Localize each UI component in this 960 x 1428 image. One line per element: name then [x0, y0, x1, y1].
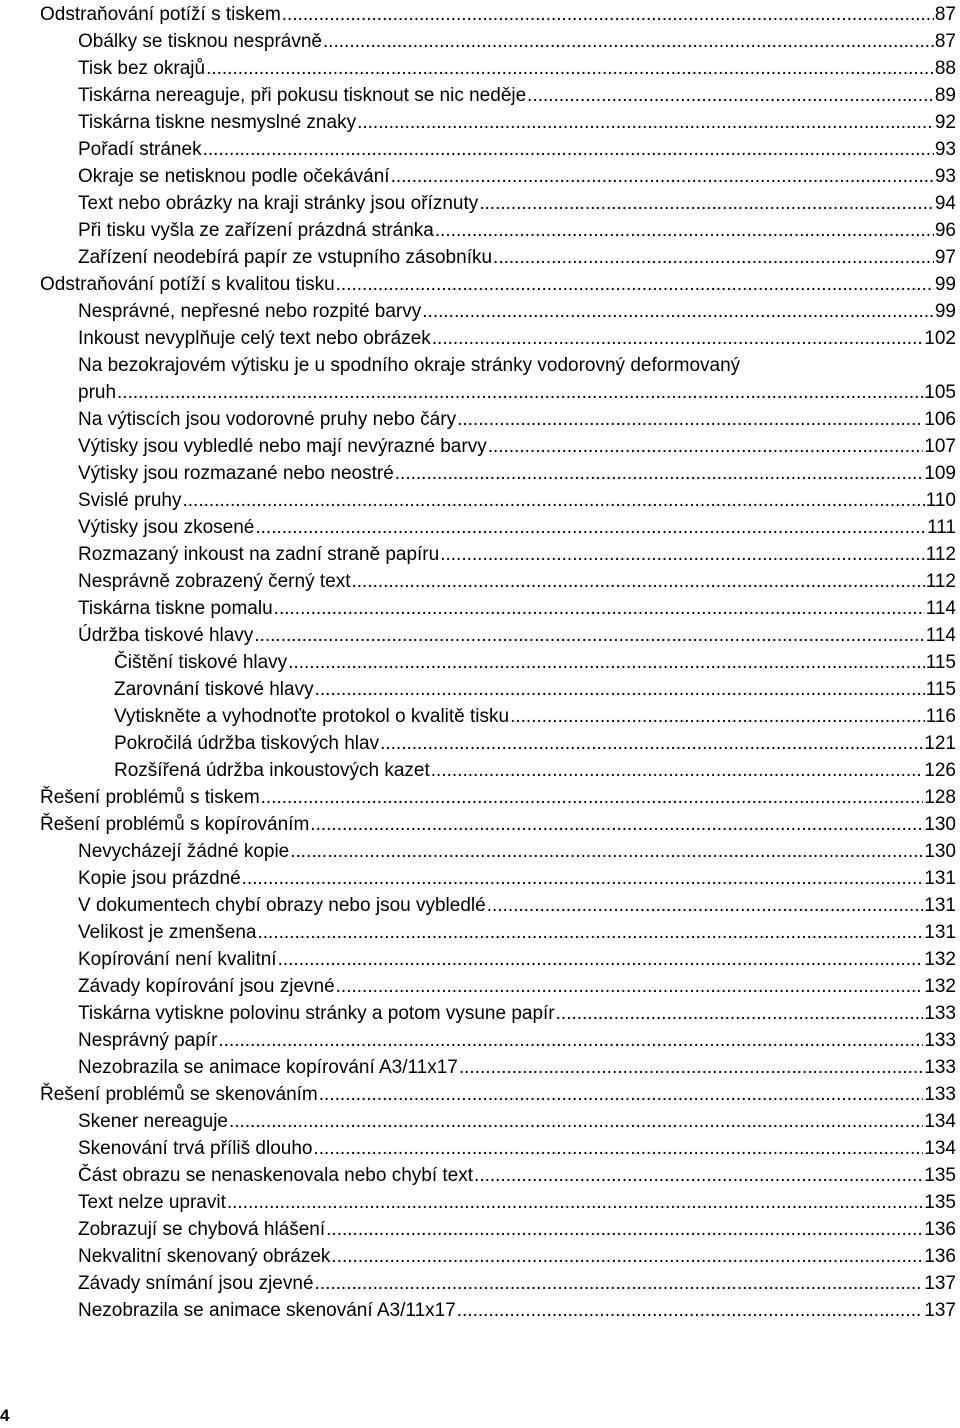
toc-leader-dots — [313, 1135, 923, 1162]
toc-entry[interactable] — [40, 55, 956, 82]
toc-entry-page: 133 — [924, 1084, 956, 1105]
toc-entry-page: 137 — [924, 1273, 956, 1294]
toc-entry-title: Řešení problémů s tiskem — [40, 787, 260, 808]
toc-entry-page: 107 — [924, 436, 956, 457]
toc-entry-title: Část obrazu se nenaskenovala nebo chybí text — [78, 1165, 474, 1186]
toc-entry-page: 128 — [924, 787, 956, 808]
toc-entry-title: Závady kopírování jsou zjevné — [78, 976, 335, 997]
toc-leader-dots — [290, 838, 923, 865]
toc-entry-title: Pokročilá údržba tiskových hlav — [114, 733, 380, 754]
toc-entry[interactable] — [40, 1189, 956, 1216]
toc-entry[interactable] — [40, 217, 956, 244]
toc-entry-page: 99 — [934, 274, 956, 295]
toc-entry-page: 135 — [924, 1165, 956, 1186]
toc-entry[interactable] — [40, 1108, 956, 1135]
toc-entry[interactable] — [40, 811, 956, 838]
toc-leader-dots — [319, 1081, 924, 1108]
toc-entry-page: 99 — [934, 301, 956, 322]
toc-entry[interactable] — [40, 946, 956, 973]
toc-entry-title: Kopie jsou prázdné — [78, 868, 241, 889]
toc-leader-dots — [493, 244, 934, 271]
toc-entry-page: 110 — [925, 490, 956, 511]
toc-leader-dots — [488, 433, 924, 460]
toc-entry-title: Řešení problémů s kopírováním — [40, 814, 310, 835]
toc-leader-dots — [315, 676, 925, 703]
toc-leader-dots — [487, 892, 924, 919]
toc-leader-dots — [278, 946, 924, 973]
toc-leader-dots — [203, 136, 934, 163]
toc-entry-page: 131 — [924, 895, 956, 916]
toc-entry-title: Text nelze upravit — [78, 1192, 226, 1213]
toc-entry-page: 134 — [924, 1138, 956, 1159]
toc-entry[interactable] — [40, 1000, 956, 1027]
toc-leader-dots — [351, 568, 924, 595]
toc-entry-page: 130 — [924, 841, 956, 862]
toc-leader-dots — [391, 163, 934, 190]
toc-entry[interactable] — [40, 1297, 956, 1324]
toc-leader-dots — [227, 1189, 923, 1216]
toc-leader-dots — [440, 541, 924, 568]
toc-entry-title: Nezobrazila se animace kopírování A3/11x17 — [78, 1057, 458, 1078]
toc-entry[interactable] — [40, 298, 956, 325]
toc-entry-page: 97 — [934, 247, 956, 268]
toc-leader-dots — [326, 1216, 923, 1243]
toc-entry-page: 87 — [934, 31, 956, 52]
toc-leader-dots — [261, 784, 924, 811]
toc-leader-dots — [457, 1297, 924, 1324]
toc-entry-page: 89 — [934, 85, 956, 106]
toc-entry-page: 137 — [924, 1300, 956, 1321]
toc-leader-dots — [117, 379, 923, 406]
toc-leader-dots — [242, 865, 924, 892]
toc-entry-page: 112 — [925, 571, 956, 592]
toc-entry[interactable] — [40, 919, 956, 946]
toc-leader-dots — [315, 1270, 924, 1297]
toc-entry-page: 131 — [924, 868, 956, 889]
toc-entry-page: 92 — [934, 112, 956, 133]
toc-entry[interactable] — [40, 1, 956, 28]
toc-entry-title: Tisk bez okrajů — [78, 58, 206, 79]
table-of-contents — [40, 1, 956, 1324]
toc-entry-title: Zařízení neodebírá papír ze vstupního zásobníku — [78, 247, 493, 268]
toc-entry[interactable] — [40, 244, 956, 271]
toc-entry-page: 133 — [924, 1057, 956, 1078]
toc-leader-dots — [282, 1, 934, 28]
toc-entry-title: Výtisky jsou vybledlé nebo mají nevýrazné barvy — [78, 436, 487, 457]
toc-entry-page: 93 — [934, 139, 956, 160]
toc-leader-dots — [479, 190, 934, 217]
toc-entry-title: Obálky se tisknou nesprávně — [78, 31, 322, 52]
toc-entry[interactable] — [40, 136, 956, 163]
toc-entry-title: Čištění tiskové hlavy — [114, 652, 288, 673]
toc-leader-dots — [254, 622, 924, 649]
toc-entry[interactable] — [40, 352, 956, 406]
toc-leader-dots — [459, 1054, 923, 1081]
toc-entry[interactable] — [40, 514, 956, 541]
toc-entry-title: Zobrazují se chybová hlášení — [78, 1219, 326, 1240]
toc-entry[interactable] — [40, 649, 956, 676]
toc-entry-title: Výtisky jsou zkosené — [78, 517, 255, 538]
toc-entry-title: Vytiskněte a vyhodnoťte protokol o kvalitě tisku — [114, 706, 510, 727]
toc-leader-dots — [527, 82, 934, 109]
toc-entry-page: 112 — [925, 544, 956, 565]
toc-entry-title: Pořadí stránek — [78, 139, 202, 160]
toc-entry-page: 109 — [924, 463, 956, 484]
toc-entry[interactable] — [40, 892, 956, 919]
toc-leader-dots — [218, 1027, 923, 1054]
toc-entry-title: Odstraňování potíží s tiskem — [40, 4, 281, 25]
toc-entry-title: Údržba tiskové hlavy — [78, 625, 254, 646]
toc-leader-dots — [255, 514, 926, 541]
toc-entry-title: Inkoust nevyplňuje celý text nebo obrázek — [78, 328, 431, 349]
toc-leader-dots — [435, 217, 934, 244]
toc-entry[interactable] — [40, 190, 956, 217]
toc-entry-page: 115 — [925, 652, 956, 673]
toc-entry[interactable] — [40, 460, 956, 487]
toc-entry-title: Kopírování není kvalitní — [78, 949, 277, 970]
toc-leader-dots — [183, 487, 925, 514]
toc-leader-dots — [395, 460, 924, 487]
toc-leader-dots — [331, 1243, 923, 1270]
toc-entry-title: Nezobrazila se animace skenování A3/11x17 — [78, 1300, 456, 1321]
toc-entry-page: 102 — [924, 328, 956, 349]
toc-entry-title: Skenování trvá příliš dlouho — [78, 1138, 313, 1159]
toc-leader-dots — [258, 919, 924, 946]
toc-entry[interactable] — [40, 1243, 956, 1270]
toc-entry-page: 87 — [934, 4, 956, 25]
toc-entry-page: 131 — [924, 922, 956, 943]
toc-leader-dots — [432, 325, 924, 352]
toc-entry[interactable] — [40, 676, 956, 703]
toc-entry[interactable] — [40, 406, 956, 433]
toc-leader-dots — [336, 271, 934, 298]
toc-entry-page: 106 — [924, 409, 956, 430]
toc-entry-page: 116 — [925, 706, 956, 727]
toc-entry[interactable] — [40, 1027, 956, 1054]
toc-entry-title: Nesprávné, nepřesné nebo rozpité barvy — [78, 301, 422, 322]
toc-entry-title: Skener nereaguje — [78, 1111, 228, 1132]
toc-leader-dots — [274, 595, 925, 622]
toc-entry-title: Odstraňování potíží s kvalitou tisku — [40, 274, 335, 295]
toc-entry[interactable] — [40, 568, 956, 595]
toc-entry-title: Tiskárna vytiskne polovinu stránky a potom vysune papír — [78, 1003, 555, 1024]
toc-entry-page: 136 — [924, 1246, 956, 1267]
toc-entry-page: 132 — [924, 976, 956, 997]
toc-entry[interactable] — [40, 838, 956, 865]
toc-entry[interactable] — [40, 82, 956, 109]
toc-entry-page: 114 — [925, 625, 956, 646]
toc-leader-dots — [357, 109, 934, 136]
toc-entry-title: Nekvalitní skenovaný obrázek — [78, 1246, 331, 1267]
toc-entry-title: Při tisku vyšla ze zařízení prázdná stránka — [78, 220, 434, 241]
toc-entry-page: 96 — [934, 220, 956, 241]
toc-entry[interactable] — [40, 325, 956, 352]
toc-entry-page: 135 — [924, 1192, 956, 1213]
toc-entry-title: Nesprávný papír — [78, 1030, 218, 1051]
toc-entry-title: Tiskárna tiskne nesmyslné znaky — [78, 112, 357, 133]
toc-entry-title: Nesprávně zobrazený černý text — [78, 571, 351, 592]
toc-entry[interactable] — [40, 1054, 956, 1081]
toc-entry[interactable] — [40, 595, 956, 622]
toc-entry-page: 133 — [924, 1030, 956, 1051]
toc-entry-title: pruh — [78, 382, 117, 403]
toc-entry-title: Výtisky jsou rozmazané nebo neostré — [78, 463, 394, 484]
toc-entry[interactable] — [40, 730, 956, 757]
toc-entry[interactable] — [40, 1270, 956, 1297]
toc-entry-page: 132 — [924, 949, 956, 970]
toc-entry-page: 130 — [924, 814, 956, 835]
toc-leader-dots — [510, 703, 925, 730]
toc-entry-title: Tiskárna tiskne pomalu — [78, 598, 273, 619]
toc-entry[interactable] — [40, 487, 956, 514]
toc-entry-page: 126 — [924, 760, 956, 781]
toc-entry[interactable] — [40, 109, 956, 136]
toc-entry-title: Okraje se netisknou podle očekávání — [78, 166, 390, 187]
toc-entry[interactable] — [40, 163, 956, 190]
toc-entry-page: 88 — [934, 58, 956, 79]
toc-entry[interactable] — [40, 541, 956, 568]
toc-entry-title: Text nebo obrázky na kraji stránky jsou oříznuty — [78, 193, 479, 214]
toc-entry-page: 93 — [934, 166, 956, 187]
toc-entry-page: 115 — [925, 679, 956, 700]
toc-entry[interactable] — [40, 271, 956, 298]
toc-entry[interactable] — [40, 1216, 956, 1243]
toc-entry-title: Rozšířená údržba inkoustových kazet — [114, 760, 430, 781]
toc-entry[interactable] — [40, 757, 956, 784]
page-number: 4 — [0, 1406, 10, 1425]
toc-entry[interactable] — [40, 28, 956, 55]
toc-leader-dots — [474, 1162, 923, 1189]
toc-leader-dots — [556, 1000, 924, 1027]
toc-leader-dots — [206, 55, 934, 82]
toc-entry-title: Na výtiscích jsou vodorovné pruhy nebo čáry — [78, 409, 457, 430]
toc-entry-page: 134 — [924, 1111, 956, 1132]
toc-entry-title: Zarovnání tiskové hlavy — [114, 679, 314, 700]
toc-entry[interactable] — [40, 973, 956, 1000]
toc-leader-dots — [229, 1108, 923, 1135]
toc-entry[interactable] — [40, 1162, 956, 1189]
toc-entry-page: 136 — [924, 1219, 956, 1240]
toc-leader-dots — [336, 973, 924, 1000]
toc-entry-page: 111 — [927, 517, 956, 538]
toc-entry-page: 133 — [924, 1003, 956, 1024]
toc-leader-dots — [457, 406, 923, 433]
toc-leader-dots — [310, 811, 923, 838]
toc-entry-title: Svislé pruhy — [78, 490, 182, 511]
toc-entry-title: Velikost je zmenšena — [78, 922, 257, 943]
toc-entry[interactable] — [40, 433, 956, 460]
toc-entry[interactable] — [40, 865, 956, 892]
toc-entry-title-line: Na bezokrajovém výtisku je u spodního okraje stránky vodorovný deformovaný — [78, 355, 741, 376]
toc-entry[interactable] — [40, 1081, 956, 1108]
toc-leader-dots — [431, 757, 924, 784]
toc-entry-page: 105 — [924, 382, 956, 403]
toc-entry-title: Nevycházejí žádné kopie — [78, 841, 290, 862]
toc-entry-page: 94 — [934, 193, 956, 214]
toc-leader-dots — [288, 649, 925, 676]
toc-entry[interactable] — [40, 784, 956, 811]
toc-leader-dots — [380, 730, 923, 757]
toc-entry-title: Tiskárna nereaguje, při pokusu tisknout se nic neděje — [78, 85, 527, 106]
toc-entry-title: Závady snímání jsou zjevné — [78, 1273, 314, 1294]
toc-entry-page: 121 — [924, 733, 956, 754]
toc-entry-page: 114 — [925, 598, 956, 619]
toc-leader-dots — [323, 28, 934, 55]
toc-entry[interactable] — [40, 622, 956, 649]
toc-entry[interactable] — [40, 703, 956, 730]
toc-entry[interactable] — [40, 1135, 956, 1162]
toc-entry-title: Řešení problémů se skenováním — [40, 1084, 318, 1105]
toc-leader-dots — [422, 298, 934, 325]
toc-entry-title: V dokumentech chybí obrazy nebo jsou vybledlé — [78, 895, 486, 916]
toc-entry-title: Rozmazaný inkoust na zadní straně papíru — [78, 544, 440, 565]
